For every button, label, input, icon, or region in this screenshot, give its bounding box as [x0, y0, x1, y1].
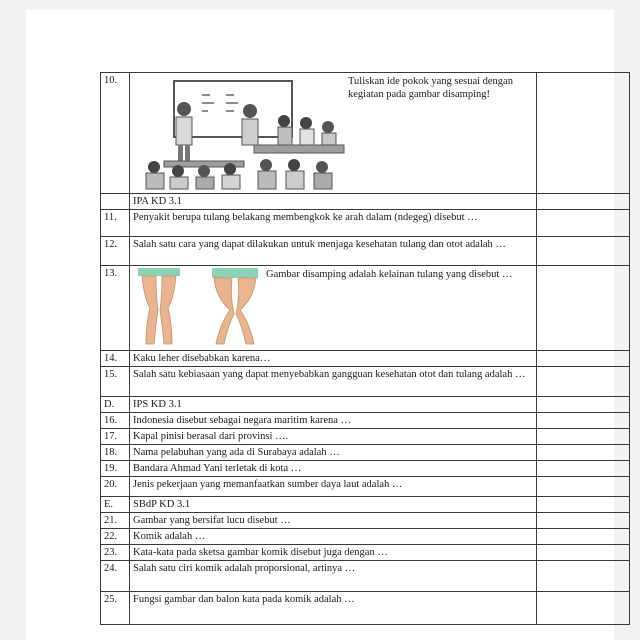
section-row-sbdp [101, 497, 630, 513]
question-text: Salah satu ciri komik adalah proporsional, artinya … [130, 561, 537, 592]
question-number: 13. [101, 266, 130, 351]
question-number: 21. [101, 513, 130, 529]
question-row-21 [101, 513, 630, 529]
question-text: Penyakit berupa tulang belakang membengkok ke arah dalam (ndegeg) disebut … [130, 210, 537, 237]
question-number: 18. [101, 445, 130, 461]
answer-cell[interactable] [537, 545, 630, 561]
answer-cell[interactable] [537, 445, 630, 461]
question-table [100, 72, 630, 625]
question-row-17 [101, 429, 630, 445]
answer-cell[interactable] [537, 592, 630, 625]
answer-cell[interactable] [537, 351, 630, 367]
question-number: 15. [101, 367, 130, 397]
answer-cell[interactable] [537, 210, 630, 237]
answer-cell[interactable] [537, 561, 630, 592]
question-row-18 [101, 445, 630, 461]
answer-cell[interactable] [537, 73, 630, 194]
question-text: Tuliskan ide pokok yang sesuai dengan kegiatan pada gambar disamping! [348, 76, 513, 100]
answer-cell[interactable] [537, 477, 630, 497]
question-text: Nama pelabuhan yang ada di Surabaya adalah … [130, 445, 537, 461]
section-label: SBdP KD 3.1 [130, 497, 537, 513]
section-letter: E. [101, 497, 130, 513]
question-row-14 [101, 351, 630, 367]
question-row-22 [101, 529, 630, 545]
leg-deformity-illustration [134, 268, 264, 352]
section-label: IPS KD 3.1 [130, 397, 537, 413]
section-row-ips [101, 397, 630, 413]
answer-cell[interactable] [537, 413, 630, 429]
answer-cell[interactable] [537, 266, 630, 351]
section-row-ipa [101, 194, 630, 210]
answer-cell[interactable] [537, 461, 630, 477]
question-number: 10. [101, 73, 130, 194]
question-text: Kaku leher disebabkan karena… [130, 351, 537, 367]
question-body [130, 266, 537, 351]
question-number: 12. [101, 237, 130, 266]
question-body [130, 73, 537, 194]
question-row-16 [101, 413, 630, 429]
question-number: 16. [101, 413, 130, 429]
question-text: Kata-kata pada sketsa gambar komik disebut juga dengan … [130, 545, 537, 561]
question-text: Kapal pinisi berasal dari provinsi …. [130, 429, 537, 445]
question-number: 23. [101, 545, 130, 561]
section-label: IPA KD 3.1 [130, 194, 537, 210]
section-letter: D. [101, 397, 130, 413]
question-row-13 [101, 266, 630, 351]
question-row-10 [101, 73, 630, 194]
question-text: Bandara Ahmad Yani terletak di kota … [130, 461, 537, 477]
question-number: 19. [101, 461, 130, 477]
question-number: 17. [101, 429, 130, 445]
question-number: 20. [101, 477, 130, 497]
question-text: Salah satu cara yang dapat dilakukan untuk menjaga kesehatan tulang dan otot adalah … [130, 237, 537, 266]
question-row-23 [101, 545, 630, 561]
section-letter [101, 194, 130, 210]
question-text: Indonesia disebut sebagai negara maritim karena … [130, 413, 537, 429]
question-row-24 [101, 561, 630, 592]
question-text: Salah satu kebiasaan yang dapat menyebabkan gangguan kesehatan otot dan tulang adalah … [130, 367, 537, 397]
question-row-25 [101, 592, 630, 625]
answer-cell[interactable] [537, 367, 630, 397]
answer-cell[interactable] [537, 194, 630, 210]
question-row-15 [101, 367, 630, 397]
question-row-20 [101, 477, 630, 497]
answer-cell[interactable] [537, 497, 630, 513]
question-row-19 [101, 461, 630, 477]
question-number: 14. [101, 351, 130, 367]
answer-cell[interactable] [537, 529, 630, 545]
question-text: Komik adalah … [130, 529, 537, 545]
question-row-12 [101, 237, 630, 266]
classroom-illustration [134, 75, 346, 195]
question-number: 22. [101, 529, 130, 545]
question-number: 11. [101, 210, 130, 237]
answer-cell[interactable] [537, 237, 630, 266]
answer-cell[interactable] [537, 513, 630, 529]
question-text: Fungsi gambar dan balon kata pada komik adalah … [130, 592, 537, 625]
answer-cell[interactable] [537, 397, 630, 413]
answer-cell[interactable] [537, 429, 630, 445]
question-number: 24. [101, 561, 130, 592]
question-number: 25. [101, 592, 130, 625]
question-row-11 [101, 210, 630, 237]
worksheet-page [26, 10, 614, 640]
question-text: Gambar yang bersifat lucu disebut … [130, 513, 537, 529]
question-text: Gambar disamping adalah kelainan tulang yang disebut … [266, 269, 513, 280]
question-text: Jenis pekerjaan yang memanfaatkan sumber daya laut adalah … [130, 477, 537, 497]
